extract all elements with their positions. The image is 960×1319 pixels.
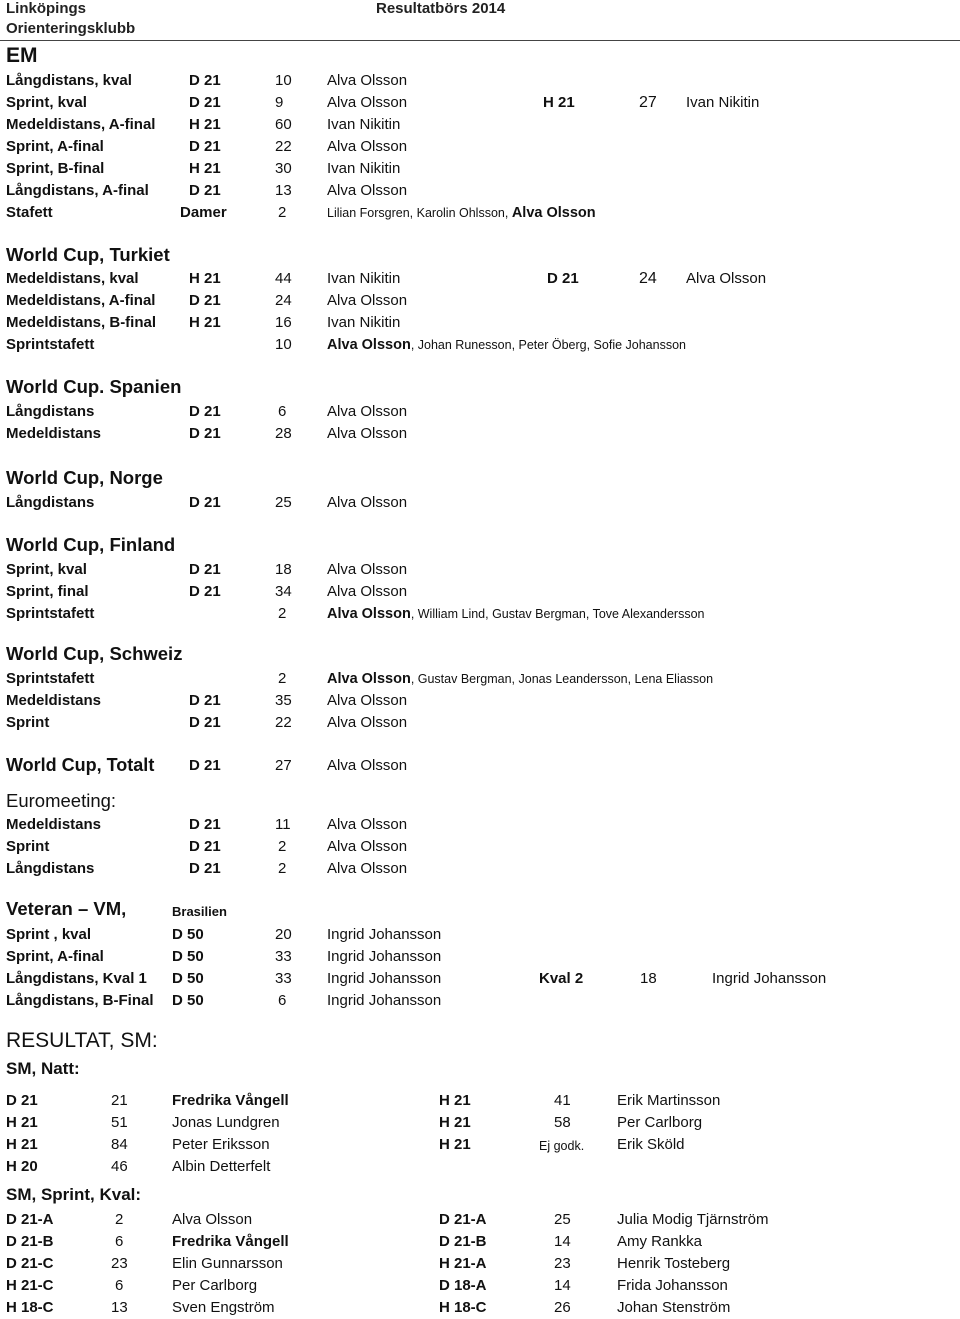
class-label-2: H 21	[439, 1136, 471, 1153]
runner-name-2: Per Carlborg	[617, 1114, 703, 1131]
class-label: H 21	[189, 314, 221, 331]
runner-name: Alva Olsson	[327, 403, 408, 420]
class-label: D 21	[189, 94, 221, 111]
result-row	[0, 559, 960, 581]
section-heading-wc-norge: World Cup, Norge	[6, 467, 163, 488]
placement: 6	[278, 992, 287, 1009]
relay-main-runner: Alva Olsson	[327, 337, 411, 353]
placement: 2	[115, 1211, 124, 1228]
event-name: Långdistans	[6, 403, 95, 420]
class-label-2: H 21-A	[439, 1255, 487, 1272]
class-label: D 21	[189, 182, 221, 199]
result-row	[0, 268, 960, 290]
placement: 10	[275, 336, 292, 353]
placement: 16	[275, 314, 292, 331]
event-name: Medeldistans	[6, 816, 102, 833]
section-heading-veteran-vm: Veteran – VM,	[6, 898, 127, 919]
placement-2: 24	[639, 270, 657, 287]
placement: 30	[275, 160, 292, 177]
runner-name: Alva Olsson	[327, 583, 408, 600]
runner-name: Jonas Lundgren	[172, 1114, 280, 1131]
class-label: D 21	[189, 757, 221, 774]
class-label: D 21	[189, 292, 221, 309]
placement: 51	[111, 1114, 128, 1131]
relay-row	[0, 668, 960, 690]
result-row	[0, 136, 960, 158]
class-label: D 21	[189, 583, 221, 600]
class-label: D 21	[189, 425, 221, 442]
class-label: H 20	[6, 1158, 38, 1175]
placement: 18	[275, 561, 292, 578]
sm-result-row	[0, 1156, 960, 1178]
event-name: Sprint, kval	[6, 94, 87, 111]
placement: 46	[111, 1158, 128, 1175]
runner-name: Alva Olsson	[327, 138, 408, 155]
club-name-line1: Linköpings	[6, 0, 86, 17]
sm-result-row	[0, 1231, 960, 1253]
class-label: D 21-C	[6, 1255, 54, 1272]
event-name: Långdistans, Kval 1	[6, 970, 147, 987]
placement: 2	[278, 838, 287, 855]
sm-result-row	[0, 1209, 960, 1231]
event-name: Långdistans, A-final	[6, 182, 149, 199]
relay-team	[327, 668, 713, 690]
runner-name: Alva Olsson	[327, 94, 408, 111]
event-name: Stafett	[6, 204, 53, 221]
relay-main-runner: Alva Olsson	[327, 606, 411, 622]
class-label: H 21	[189, 270, 221, 287]
placement: 22	[275, 714, 292, 731]
result-row	[0, 946, 960, 968]
runner-name: Alva Olsson	[327, 816, 408, 833]
placement: 20	[275, 926, 292, 943]
runner-name: Ingrid Johansson	[327, 992, 442, 1009]
runner-name-2: Erik Sköld	[617, 1136, 685, 1153]
placement: 2	[278, 605, 287, 622]
sm-result-row	[0, 1090, 960, 1112]
runner-name: Ivan Nikitin	[327, 116, 401, 133]
class-label-2: Kval 2	[539, 970, 584, 987]
sm-result-row	[0, 1297, 960, 1319]
class-label: D 21	[189, 816, 221, 833]
class-label-2: D 21	[547, 270, 579, 287]
runner-name: Alva Olsson	[327, 182, 408, 199]
result-row	[0, 858, 960, 880]
section-heading-wc-finland: World Cup, Finland	[6, 534, 176, 555]
relay-team	[327, 603, 704, 625]
runner-name-2: Ingrid Johansson	[712, 970, 827, 987]
placement: 33	[275, 970, 292, 987]
runner-name: Alva Olsson	[172, 1211, 253, 1228]
class-label: D 50	[172, 992, 204, 1009]
placement: 24	[275, 292, 292, 309]
placement: 27	[275, 757, 292, 774]
event-name: Långdistans	[6, 494, 95, 511]
class-label: D 21	[189, 138, 221, 155]
placement-2: 27	[639, 94, 657, 111]
result-row	[0, 401, 960, 423]
result-row	[0, 312, 960, 334]
runner-name: Ingrid Johansson	[327, 948, 442, 965]
runner-name: Alva Olsson	[327, 425, 408, 442]
class-label: D 50	[172, 948, 204, 965]
result-row	[0, 180, 960, 202]
event-name: Långdistans	[6, 860, 95, 877]
class-label: H 21-C	[6, 1277, 54, 1294]
result-row	[0, 423, 960, 445]
placement-2: Ej godk.	[539, 1139, 585, 1153]
runner-name-2: Alva Olsson	[686, 270, 767, 287]
placement: 21	[111, 1092, 128, 1109]
veteran-location: Brasilien	[172, 904, 227, 919]
runner-name: Fredrika Vångell	[172, 1233, 289, 1250]
result-row	[0, 581, 960, 603]
placement-2: 23	[554, 1255, 571, 1272]
result-row	[0, 968, 960, 990]
class-label: D 50	[172, 926, 204, 943]
placement: 60	[275, 116, 292, 133]
club-name-line2: Orienteringsklubb	[6, 20, 136, 37]
section-heading-wc-schweiz: World Cup, Schweiz	[6, 643, 183, 664]
result-row	[0, 836, 960, 858]
placement: 44	[275, 270, 292, 287]
placement: 28	[275, 425, 292, 442]
relay-team	[327, 202, 596, 224]
class-label: D 21	[189, 403, 221, 420]
event-name: Sprintstafett	[6, 336, 95, 353]
placement: 2	[278, 204, 287, 221]
placement: 22	[275, 138, 292, 155]
placement: 25	[275, 494, 292, 511]
placement: 6	[115, 1233, 124, 1250]
placement: 6	[115, 1277, 124, 1294]
placement-2: 26	[554, 1299, 571, 1316]
class-label: H 21	[6, 1114, 38, 1131]
document-title: Resultatbörs 2014	[376, 0, 506, 17]
class-label-2: H 21	[439, 1092, 471, 1109]
relay-teammates: , Gustav Bergman, Jonas Leandersson, Lena Eliasson	[410, 672, 714, 686]
event-name: Sprint, A-final	[6, 138, 104, 155]
runner-name-2: Erik Martinsson	[617, 1092, 721, 1109]
runner-name: Alva Olsson	[327, 292, 408, 309]
class-label: H 21	[189, 160, 221, 177]
runner-name: Ivan Nikitin	[327, 160, 401, 177]
event-name: Sprintstafett	[6, 670, 95, 687]
placement: 9	[275, 94, 284, 111]
class-label: D 50	[172, 970, 204, 987]
placement: 2	[278, 860, 287, 877]
event-name: Medeldistans, A-final	[6, 292, 156, 309]
class-label: D 21-A	[6, 1211, 54, 1228]
event-name: Medeldistans, B-final	[6, 314, 157, 331]
placement-2: 41	[554, 1092, 571, 1109]
runner-name-2: Julia Modig Tjärnström	[617, 1211, 769, 1228]
runner-name: Alva Olsson	[327, 757, 408, 774]
sm-result-row	[0, 1253, 960, 1275]
runner-name: Ivan Nikitin	[327, 314, 401, 331]
relay-teammates: , William Lind, Gustav Bergman, Tove Alexandersson	[410, 607, 705, 621]
placement-2: 25	[554, 1211, 571, 1228]
runner-name-2: Amy Rankka	[617, 1233, 703, 1250]
relay-main-runner: Alva Olsson	[327, 671, 411, 687]
placement: 10	[275, 72, 292, 89]
result-row	[0, 492, 960, 514]
placement: 2	[278, 670, 287, 687]
section-heading-em: EM	[6, 44, 38, 67]
class-label: D 21	[189, 692, 221, 709]
class-label: Damer	[180, 204, 227, 221]
class-label: H 18-C	[6, 1299, 54, 1316]
class-label: D 21	[189, 860, 221, 877]
class-label: D 21	[189, 714, 221, 731]
runner-name: Elin Gunnarsson	[172, 1255, 283, 1272]
runner-name-2: Ivan Nikitin	[686, 94, 760, 111]
result-row	[0, 114, 960, 136]
runner-name: Alva Olsson	[327, 692, 408, 709]
placement: 34	[275, 583, 292, 600]
sm-result-row	[0, 1275, 960, 1297]
runner-name: Per Carlborg	[172, 1277, 258, 1294]
class-label: D 21	[6, 1092, 38, 1109]
runner-name: Alva Olsson	[327, 838, 408, 855]
class-label-2: H 21	[543, 94, 575, 111]
result-row	[0, 924, 960, 946]
event-name: Medeldistans	[6, 425, 102, 442]
runner-name: Peter Eriksson	[172, 1136, 270, 1153]
subheading-sm-natt: SM, Natt:	[6, 1059, 80, 1078]
subheading-sm-sprint-kval: SM, Sprint, Kval:	[6, 1185, 142, 1204]
result-row	[0, 752, 960, 778]
runner-name: Alva Olsson	[327, 72, 408, 89]
result-row	[0, 690, 960, 712]
event-name: Sprint, A-final	[6, 948, 104, 965]
runner-name: Fredrika Vångell	[172, 1092, 289, 1109]
runner-name: Ingrid Johansson	[327, 970, 442, 987]
event-name: Långdistans, B-Final	[6, 992, 154, 1009]
placement-2: 14	[554, 1233, 571, 1250]
result-row	[0, 712, 960, 734]
section-heading-wc-totalt: World Cup, Totalt	[6, 755, 155, 775]
class-label-2: D 21-B	[439, 1233, 487, 1250]
class-label: D 21	[189, 494, 221, 511]
result-row	[0, 814, 960, 836]
class-label-2: H 21	[439, 1114, 471, 1131]
runner-name: Albin Detterfelt	[172, 1158, 271, 1175]
runner-name: Ingrid Johansson	[327, 926, 442, 943]
placement-2: 18	[640, 970, 657, 987]
placement: 33	[275, 948, 292, 965]
event-name: Sprint, final	[6, 583, 89, 600]
runner-name: Alva Olsson	[327, 860, 408, 877]
relay-main-runner: Alva Olsson	[511, 205, 596, 221]
event-name: Sprint	[6, 714, 50, 731]
sm-result-row	[0, 1134, 960, 1156]
sm-result-row	[0, 1112, 960, 1134]
runner-name: Alva Olsson	[327, 561, 408, 578]
section-heading-wc-turkiet: World Cup, Turkiet	[6, 244, 170, 265]
class-label: D 21	[189, 838, 221, 855]
event-name: Medeldistans	[6, 692, 102, 709]
class-label-2: D 21-A	[439, 1211, 487, 1228]
relay-row	[0, 334, 960, 356]
runner-name: Sven Engström	[172, 1299, 275, 1316]
placement: 11	[275, 816, 291, 833]
class-label-2: H 18-C	[439, 1299, 487, 1316]
class-label-2: D 18-A	[439, 1277, 487, 1294]
runner-name: Ivan Nikitin	[327, 270, 401, 287]
result-row	[0, 290, 960, 312]
relay-teammates: Lilian Forsgren, Karolin Ohlsson,	[327, 206, 509, 220]
relay-row	[0, 202, 960, 224]
placement: 6	[278, 403, 287, 420]
placement-2: 14	[554, 1277, 571, 1294]
event-name: Sprintstafett	[6, 605, 95, 622]
runner-name-2: Henrik Tosteberg	[617, 1255, 731, 1272]
runner-name: Alva Olsson	[327, 494, 408, 511]
placement-2: 58	[554, 1114, 571, 1131]
placement: 23	[111, 1255, 128, 1272]
event-name: Långdistans, kval	[6, 72, 132, 89]
runner-name-2: Johan Stenström	[617, 1299, 731, 1316]
class-label: D 21	[189, 72, 221, 89]
event-name: Medeldistans, A-final	[6, 116, 156, 133]
class-label: D 21	[189, 561, 221, 578]
event-name: Sprint	[6, 838, 50, 855]
section-heading-sm: RESULTAT, SM:	[6, 1029, 158, 1052]
event-name: Medeldistans, kval	[6, 270, 139, 287]
relay-row	[0, 603, 960, 625]
relay-teammates: , Johan Runesson, Peter Öberg, Sofie Johansson	[410, 338, 686, 352]
event-name: Sprint , kval	[6, 926, 92, 943]
placement: 84	[111, 1136, 128, 1153]
result-row	[0, 158, 960, 180]
placement: 13	[111, 1299, 128, 1316]
class-label: H 21	[189, 116, 221, 133]
placement: 35	[275, 692, 292, 709]
runner-name-2: Frida Johansson	[617, 1277, 728, 1294]
event-name: Sprint, kval	[6, 561, 87, 578]
section-heading-euromeeting: Euromeeting:	[6, 790, 117, 811]
runner-name: Alva Olsson	[327, 714, 408, 731]
result-row	[0, 92, 960, 114]
event-name: Sprint, B-final	[6, 160, 105, 177]
result-row	[0, 70, 960, 92]
header-divider	[0, 40, 960, 41]
placement: 13	[275, 182, 292, 199]
relay-team	[327, 334, 686, 356]
class-label: D 21-B	[6, 1233, 54, 1250]
class-label: H 21	[6, 1136, 38, 1153]
result-row	[0, 990, 960, 1012]
section-heading-wc-spanien: World Cup. Spanien	[6, 376, 182, 397]
